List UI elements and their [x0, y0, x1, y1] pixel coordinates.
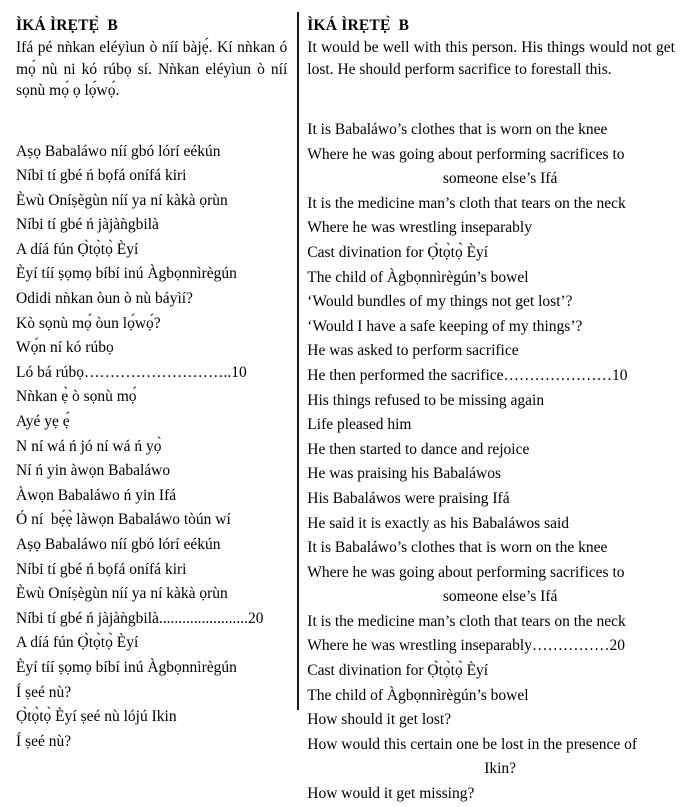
left-column-heading: ÌKÁ ÌRẸTẸ̀ B: [16, 17, 118, 34]
left-column-verse-list: [16, 140, 287, 755]
verse-line: [307, 487, 675, 512]
verse-line: Ọ̀tọ̀tọ̀ Èyí ṣeé nù lójú Ikin: [16, 708, 177, 726]
verse-line: Ayé yẹ ẹ́: [16, 413, 70, 431]
verse-line: N ní wá ń jó ní wá ń yọ̀: [16, 437, 162, 455]
right-column-english: [299, 0, 683, 803]
verse-line: Níbi tí gbé ń jàjàǹgbilà.......................20: [16, 609, 264, 627]
verse-line: [307, 339, 675, 364]
verse-line: [307, 413, 675, 438]
verse-line: [307, 364, 675, 389]
verse-line: [307, 561, 675, 610]
verse-line-text: Where he was wrestling inseparably: [307, 219, 532, 237]
verse-line-text: He was praising his Babaláwos: [307, 465, 502, 483]
verse-line: Àwọn Babaláwo ń yin Ifá: [16, 486, 177, 504]
verse-line: Níbi tí gbé ń jàjàǹgbilà: [16, 216, 159, 234]
verse-line: Ní ń yin àwọn Babaláwo: [16, 462, 171, 480]
right-column-heading: ÌKÁ ÌRẸTẸ̀ B: [307, 17, 410, 34]
verse-line: [307, 733, 675, 782]
verse-line-text: His things refused to be missing again: [307, 391, 545, 409]
verse-line: [307, 610, 675, 635]
verse-line-continuation: Ikin?: [484, 760, 517, 778]
verse-line: [307, 389, 675, 414]
verse-line-text: Cast divination for Ọ̀tọ̀tọ̀ Èyí: [307, 243, 489, 261]
right-column-spacer: [307, 80, 675, 118]
verse-line: [307, 512, 675, 537]
verse-line-text: He said it is exactly as his Babaláwos said: [307, 514, 570, 532]
verse-line-text: Cast divination for Ọ̀tọ̀tọ̀ Èyí: [307, 662, 489, 680]
verse-line: Í ṣeé nù?: [16, 732, 72, 750]
verse-line: Níbi tí gbé ń bọfá onífá kiri: [16, 167, 187, 185]
verse-line: Aṣọ Babaláwo níí gbó lórí eékún: [16, 536, 221, 553]
verse-line-text: He then performed the sacrifice…………………10: [307, 366, 628, 384]
verse-line: A díá fún Ọ̀tọ̀tọ̀ Èyí: [16, 240, 139, 258]
verse-line: [307, 462, 675, 487]
verse-line: [307, 315, 675, 340]
verse-line-text: It is Babaláwo’s clothes that is worn on the knee: [307, 539, 608, 557]
verse-line-continuation: someone else’s Ifá: [442, 170, 558, 188]
verse-line-text: How would this certain one be lost in the presence of: [307, 735, 638, 753]
verse-line-text: His Babaláwos were praising Ifá: [307, 489, 510, 507]
verse-line: Èyí tíí ṣọmọ bíbí inú Àgbọnnìrègún: [16, 265, 237, 283]
verse-line-text: The child of Àgbọnnìrègún’s bowel: [307, 686, 529, 704]
left-column-yoruba: [0, 0, 295, 750]
right-column-intro-paragraph: It would be well with this person. His things would not get lost. He should perform sacrifice to forestall this.: [307, 39, 675, 78]
verse-line: Ó ní bẹ́ẹ̀ làwọn Babaláwo tòún wí: [16, 511, 231, 529]
verse-line-text: The child of Àgbọnnìrègún’s bowel: [307, 268, 529, 286]
verse-line: [307, 192, 675, 217]
verse-line: Aṣọ Babaláwo níí gbó lórí eékún: [16, 142, 221, 160]
verse-line-text: He then started to dance and rejoice: [307, 440, 530, 458]
left-column-spacer: [16, 102, 287, 140]
verse-line: [307, 143, 675, 192]
verse-line: A díá fún Ọ̀tọ̀tọ̀ Èyí: [16, 634, 139, 652]
right-column-verse-list: [307, 118, 675, 807]
verse-line: [307, 684, 675, 709]
verse-line-text: It is the medicine man’s cloth that tears on the neck: [307, 194, 626, 212]
verse-line-text: Life pleased him: [307, 416, 412, 434]
verse-line-text: Where he was going about performing sacrifices to: [307, 563, 625, 581]
verse-line-text: ‘Would I have a safe keeping of my things’?: [307, 317, 583, 335]
verse-line-text: It is Babaláwo’s clothes that is worn on the knee: [307, 121, 608, 138]
verse-line-continuation: someone else’s Ifá: [442, 588, 558, 606]
verse-line: [307, 634, 675, 659]
verse-line: Èwù Oníṣègùn níí ya ní kàkà ọrùn: [16, 191, 228, 209]
verse-line-text: Where he was going about performing sacrifices to: [307, 145, 625, 163]
verse-line: [307, 118, 675, 143]
verse-line: [307, 216, 675, 241]
verse-line: Wọ́n ní kó rúbọ: [16, 339, 114, 357]
verse-line: Ló bá rúbọ………………………..10: [16, 363, 247, 381]
verse-line: Odidi nǹkan òun ò nù báyìí?: [16, 290, 193, 308]
verse-line-text: Where he was wrestling inseparably……………20: [307, 637, 625, 655]
verse-line: Níbi tí gbé ń bọfá onífá kiri: [16, 560, 187, 578]
verse-line-text: How would it get missing?: [307, 785, 475, 803]
verse-line: Èyí tíí ṣọmọ bíbí inú Àgbọnnìrègún: [16, 658, 237, 676]
verse-line-text: He was asked to perform sacrifice: [307, 342, 519, 360]
verse-line: [307, 659, 675, 684]
verse-line: [307, 536, 675, 561]
left-column-intro-paragraph: Ifá pé nǹkan eléyìun ò níí bàjẹ́. Kí nǹkan ó mọ́ nù ni kó rúbọ sí. Nǹkan eléyìun ò níí sọnù mọ́ ọ lọ́wọ́.: [16, 39, 288, 99]
verse-line: Nǹkan ẹ̀ ò sọnù mọ́: [16, 388, 137, 406]
verse-line: [307, 266, 675, 291]
verse-line: [307, 708, 675, 733]
verse-line: Kò sọnù mọ́ òun lọ́wọ́?: [16, 314, 161, 332]
verse-line-text: How should it get lost?: [307, 711, 452, 729]
verse-line: [307, 290, 675, 315]
verse-line: Í ṣeé nù?: [16, 683, 72, 701]
verse-line: [307, 782, 675, 807]
verse-line: [307, 241, 675, 266]
verse-line-text: It is the medicine man’s cloth that tears on the neck: [307, 612, 626, 630]
verse-line-text: ‘Would bundles of my things not get lost’?: [307, 293, 573, 311]
verse-line: [307, 438, 675, 463]
verse-line: Èwù Oníṣègùn níí ya ní kàkà ọrùn: [16, 585, 228, 603]
